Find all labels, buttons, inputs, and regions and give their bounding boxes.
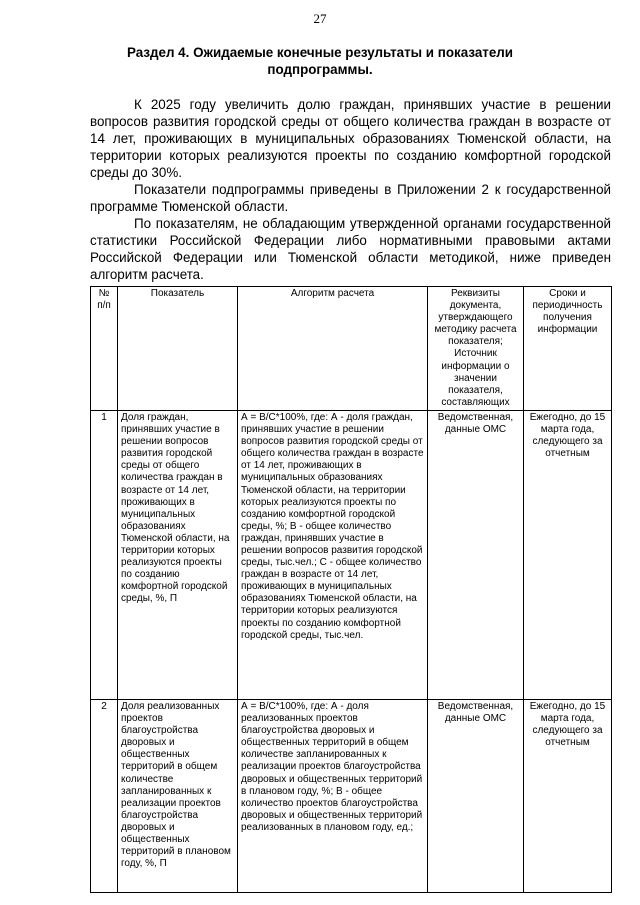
cell-algorithm: А = В/С*100%, где: А - доля граждан, принявших участие в решении вопросов развития городской среды от общего количества граждан в возрасте от 14 лет, проживающих в муниципальных образованиях Тюменской области, на территории которых реализуются проекты по созданию комфортной городской среды, %; В - общее количество граждан, принявших участие в решении вопросов развития городской среды, тыс.чел.; С - общее количество граждан в возрасте от 14 лет, проживающих в муниципальных образованиях Тюменской области, на территории которых реализуются проекты по созданию комфортной городской среды, тыс.чел.	[238, 410, 428, 699]
paragraph-appendix: Показатели подпрограммы приведены в Приложении 2 к государственной программе Тюменской области.	[90, 182, 611, 214]
paragraph-goal: К 2025 году увеличить долю граждан, принявших участие в решении вопросов развития городской среды от общего количества граждан в возрасте от 14 лет, проживающих в муниципальных образованиях Тюменской области, на территории которых реализуются проекты по созданию комфортной городской среды до 30%.	[90, 97, 611, 180]
cell-num: 1	[91, 410, 118, 699]
cell-indicator: Доля граждан, принявших участие в решении вопросов развития городской среды от общего количества граждан в возрасте от 14 лет, проживающих в муниципальных образованиях Тюменской области, на территории которых реализуются проекты по созданию комфортной городской среды, %, П	[118, 410, 238, 699]
cell-indicator: Доля реализованных проектов благоустройства дворовых и общественных территорий в общем количестве запланированных к реализации проектов благоустройства дворовых и общественных территорий в плановом году, %, П	[118, 699, 238, 892]
cell-algorithm: А = В/С*100%, где: А - доля реализованных проектов благоустройства дворовых и общественных территорий в общем количестве запланированных к реализации проектов благоустройства дворовых и общественных территорий в плановом году, %; В - общее количество проектов благоустройства дворовых и общественных территорий реализованных в плановом году, ед.;	[238, 699, 428, 892]
paragraph-algorithm-intro: По показателям, не обладающим утвержденной органами государственной статистики Российской Федерации либо нормативными правовыми актами Российской Федерации или Тюменской области методикой, ниже приведен алгоритм расчета.	[90, 216, 611, 282]
table-row	[91, 699, 612, 892]
table-row	[91, 410, 612, 699]
page-number: 27	[313, 11, 327, 26]
table-header-row	[91, 287, 612, 411]
body-text	[90, 96, 611, 283]
header-algorithm: Алгоритм расчета	[238, 287, 428, 411]
cell-num: 2	[91, 699, 118, 892]
header-indicator: Показатель	[118, 287, 238, 411]
cell-terms: Ежегодно, до 15 марта года, следующего за отчетным	[524, 410, 612, 699]
header-requisites: Реквизиты документа, утверждающего методику расчета показателя; Источник информации о значении показателя, составляющих	[428, 287, 524, 411]
cell-requisites: Ведомственная, данные ОМС	[428, 410, 524, 699]
section-heading: Раздел 4. Ожидаемые конечные результаты и показатели подпрограммы.	[126, 45, 514, 77]
header-num: № п/п	[91, 287, 118, 411]
header-terms: Сроки и периодичность получения информации	[524, 287, 612, 411]
cell-terms: Ежегодно, до 15 марта года, следующего за отчетным	[524, 699, 612, 892]
cell-requisites: Ведомственная, данные ОМС	[428, 699, 524, 892]
indicators-table	[90, 286, 612, 893]
